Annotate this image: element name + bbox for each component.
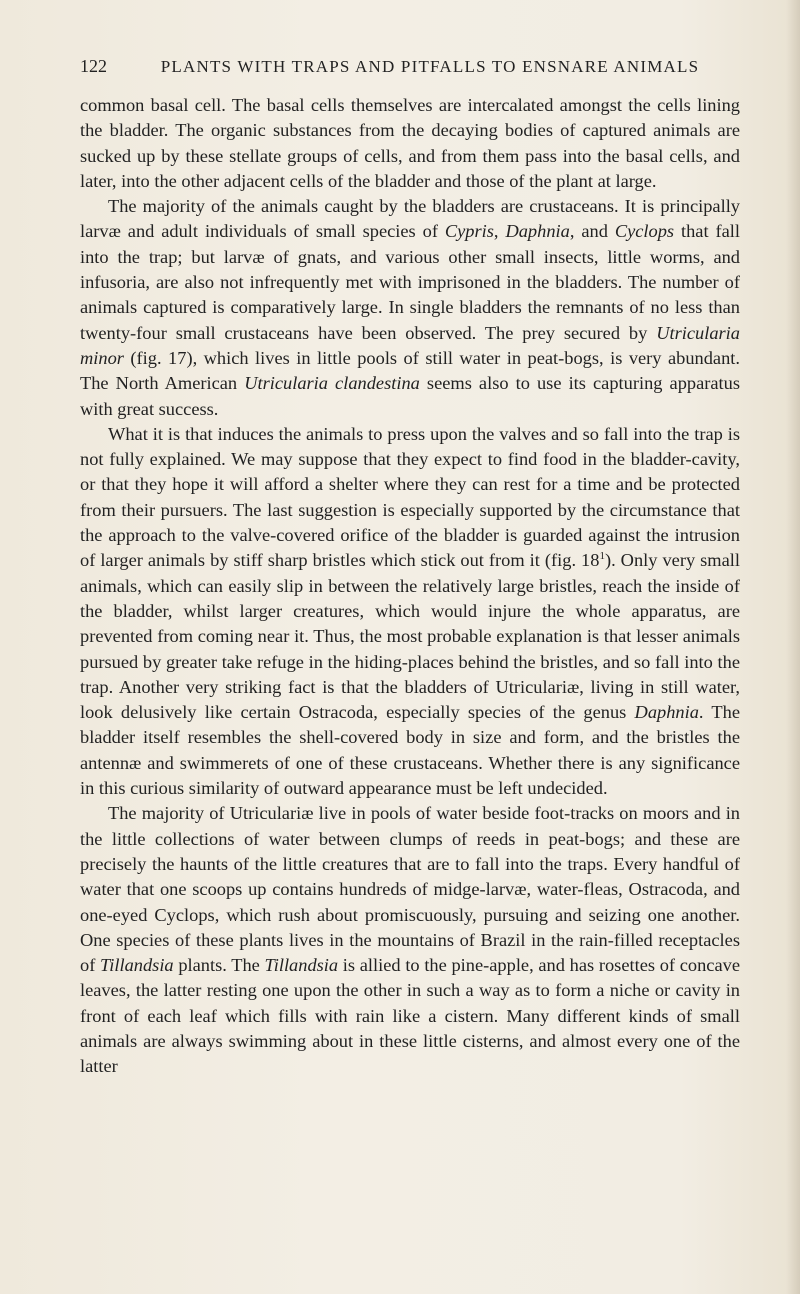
text-run: What it is that induces the animals to press upon the valves and so fall into the trap is not fully explained. We may suppose that they expect to find food in the bladder-cavity, or that they hope it will afford a shelter where they can rest for a time and be protected from their pursuers. The last suggestion is especially supported by the circumstance that the approach to the valve-covered orifice of the bladder is guarded against the intrusion of larger animals by stiff sharp bristles which stick out from it (fig. 18 <box>80 423 740 571</box>
text-run: The majority of Utriculariæ live in pools of water beside foot-tracks on moors and in the little collections of water between clumps of reeds in peat-bogs; and these are precisely the haunts of the little creatures that are to fall into the traps. Every handful of water that one scoops up contains hundreds of midge-larvæ, water-fleas, Ostracoda, and one-eyed Cyclops, which rush about promiscuously, pursuing and seizing one another. One species of these plants lives in the mountains of Brazil in the rain-filled receptacles of <box>80 803 740 976</box>
body-text <box>80 93 740 1080</box>
text-run: common basal cell. The basal cells themselves are intercalated amongst the cells lining the bladder. The organic substances from the decaying bodies of captured animals are sucked up by these stellate groups of cells, and from them pass into the basal cells, and later, into the other adjacent cells of the bladder and those of the plant at large. <box>80 95 740 191</box>
page-header <box>80 56 740 80</box>
text-run: seems also to use its capturing apparatus with great success. <box>80 373 740 419</box>
paragraph <box>80 194 740 422</box>
italic-term: Daphnia <box>634 702 699 723</box>
italic-term: Cyclops <box>614 221 675 242</box>
text-run: (fig. 17), which lives in little pools of still water in peat-bogs, is very abundant. The North American <box>80 347 740 394</box>
paragraph <box>80 801 740 1079</box>
text-run: , and <box>569 221 615 242</box>
page-edge-shadow <box>786 0 800 1294</box>
text-run: is allied to the pine-apple, and has rosettes of concave leaves, the latter resting one upon the other in such a way as to form a niche or cavity in front of each leaf which fills with rain like a cistern. Many different kinds of small animals are always swimming about in these little cisterns, and almost every one of the latter <box>80 955 740 1077</box>
text-run: The majority of the animals caught by the bladders are crustaceans. It is principally larvæ and adult individuals of small species of <box>80 196 740 242</box>
page-number: 122 <box>80 56 107 76</box>
italic-term: Utricularia minor <box>80 322 740 368</box>
paragraph <box>80 422 740 801</box>
italic-term: Cypris <box>444 221 494 242</box>
text-run: ). Only very small animals, which can easily slip in between the relatively large bristles, reach the inside of the bladder, whilst larger creatures, which would injure the whole apparatus, are prevented from coming near it. Thus, the most probable explanation is that lesser animals pursued by greater take refuge in the hiding-places behind the bristles, and so fall into the trap. Another very striking fact is that the bladders of Utriculariæ, living in still water, look delusively like certain Ostracoda, especially species of the genus <box>80 550 740 723</box>
superscript: 1 <box>599 550 605 563</box>
italic-term: Daphnia <box>505 221 570 242</box>
italic-term: Tillandsia <box>100 955 174 976</box>
text-run: plants. The <box>173 955 265 976</box>
text-run: , <box>493 221 506 242</box>
text-run: . The bladder itself resembles the shell-covered body in size and form, and the bristles the antennæ and swimmerets of one of these crustaceans. Whether there is any significance in this curious similarity of outward appearance must be left undecided. <box>80 702 740 799</box>
paragraph <box>80 93 740 194</box>
text-run: that fall into the trap; but larvæ of gnats, and various other small insects, little worms, and infusoria, are also not infrequently met with imprisoned in the bladders. The number of animals captured is comparatively large. In single bladders the remnants of no less than twenty-four small crustaceans have been observed. The prey secured by <box>80 221 740 343</box>
running-title: PLANTS WITH TRAPS AND PITFALLS TO ENSNARE ANIMALS <box>160 57 700 76</box>
italic-term: Tillandsia <box>264 955 339 976</box>
italic-term: Utricularia clandestina <box>244 373 420 394</box>
